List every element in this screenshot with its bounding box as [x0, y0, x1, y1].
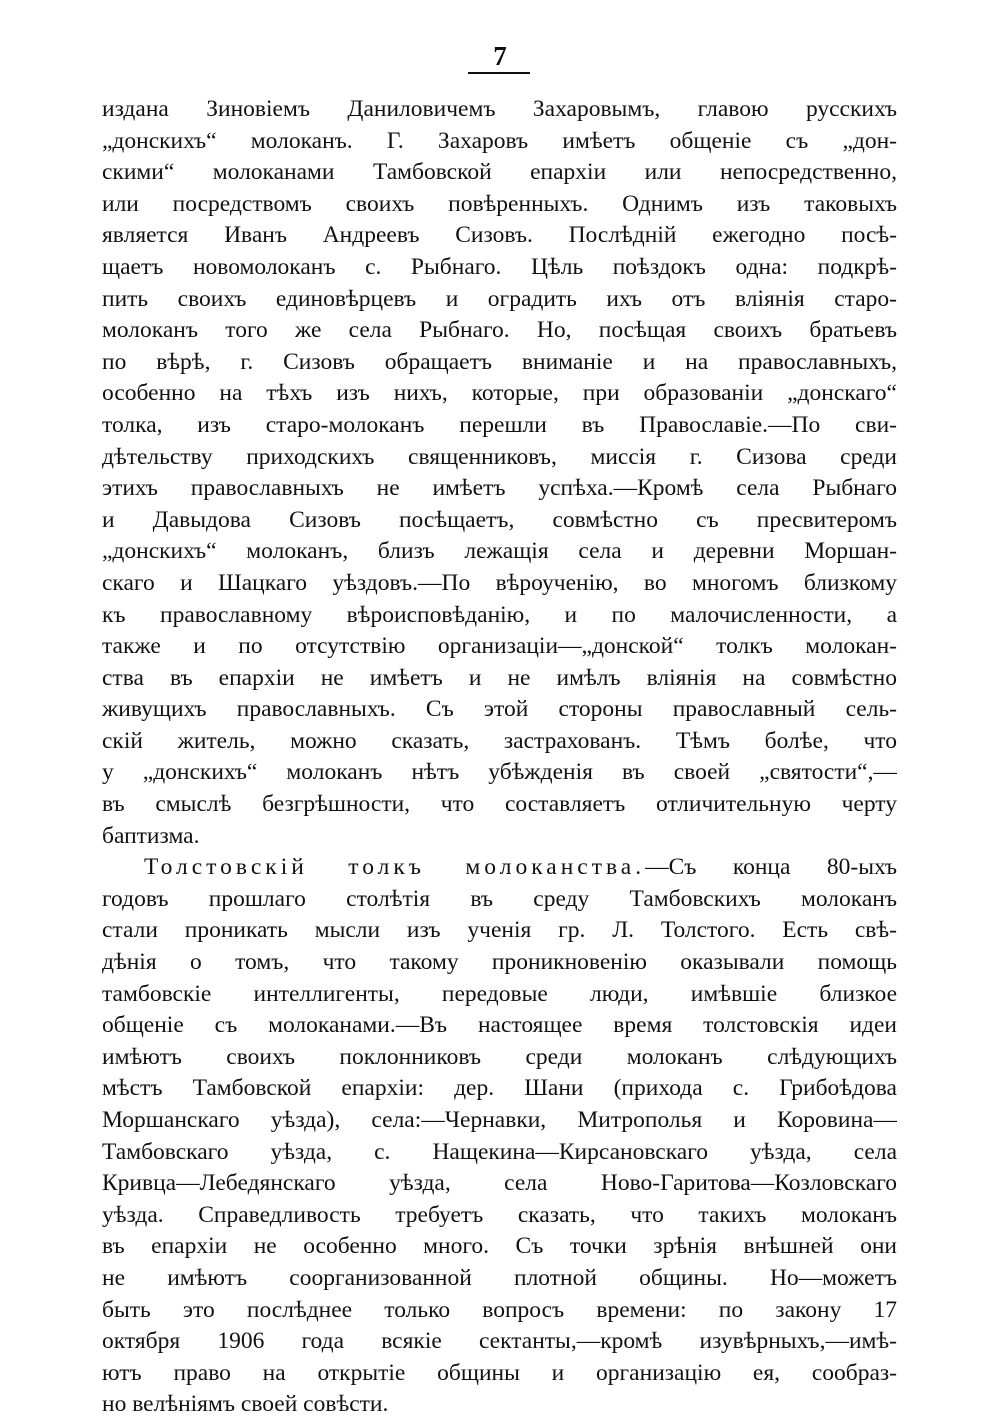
page-number: 7 — [493, 41, 507, 71]
text-line: ютъ право на открытіе общины и организацію ея, сообраз- — [102, 1359, 897, 1386]
text-line: является Иванъ Андреевъ Сизовъ. Послѣдній ежегодно посѣ- — [102, 222, 897, 249]
text-line: въ смыслѣ безгрѣшности, что составляетъ отличительную черту — [102, 791, 897, 818]
text-line: дѣтельству приходскихъ священниковъ, миссія г. Сизова среди — [102, 443, 897, 470]
text-line: къ православному вѣроисповѣданію, и по малочисленности, а — [102, 601, 897, 628]
text-line: по вѣрѣ, г. Сизовъ обращаетъ вниманіе и на православныхъ, — [102, 348, 897, 375]
text-line: у „донскихъ“ молоканъ нѣтъ убѣжденія въ своей „святости“,— — [102, 759, 897, 786]
text-line: тамбовскіе интеллигенты, передовые люди, имѣвшіе близкое — [102, 980, 897, 1007]
text-line: уѣзда. Справедливость требуетъ сказать, что такихъ молоканъ — [102, 1201, 897, 1228]
text-line: этихъ православныхъ не имѣетъ успѣха.—Кромѣ села Рыбнаго — [102, 475, 897, 502]
paragraph-1 — [102, 94, 897, 852]
text-line: общеніе съ молоканами.—Въ настоящее время толстовскія идеи — [102, 1012, 897, 1039]
text-line: или посредствомъ своихъ повѣренныхъ. Однимъ изъ таковыхъ — [102, 190, 897, 217]
text-line: также и по отсутствію организаціи—„донской“ толкъ молокан- — [102, 633, 897, 660]
page-number-rule — [468, 72, 530, 74]
page-body — [102, 94, 897, 1421]
section-heading: Толстовскій толкъ молоканства. — [144, 854, 646, 881]
heading-continuation: —Съ конца 80-ыхъ — [645, 854, 897, 881]
text-line: дѣнія о томъ, что такому проникновенію оказывали помощь — [102, 949, 897, 976]
text-line: баптизма. — [102, 822, 200, 849]
text-line: щаетъ новомолоканъ с. Рыбнаго. Цѣль поѣздокъ одна: подкрѣ- — [102, 253, 897, 280]
text-line: молоканъ того же села Рыбнаго. Но, посѣщая своихъ братьевъ — [102, 317, 897, 344]
text-line: мѣстъ Тамбовской епархіи: дер. Шани (прихода с. Грибоѣдова — [102, 1075, 897, 1102]
text-line: скаго и Шацкаго уѣздовъ.—По вѣроученію, во многомъ близкому — [102, 569, 897, 596]
text-line: и Давыдова Сизовъ посѣщаетъ, совмѣстно съ пресвитеромъ — [102, 506, 897, 533]
text-line: толка, изъ старо-молоканъ перешли въ Православіе.—По сви- — [102, 411, 897, 438]
paragraph-2 — [102, 852, 897, 1421]
text-line: октября 1906 года всякіе сектанты,—кромѣ изувѣрныхъ,—имѣ- — [102, 1328, 897, 1355]
text-line: но велѣніямъ своей совѣсти. — [102, 1391, 389, 1418]
text-line: быть это послѣднее только вопросъ времени: по закону 17 — [102, 1296, 897, 1323]
text-line: не имѣютъ соорганизованной плотной общины. Но—можетъ — [102, 1264, 897, 1291]
text-line: Тамбовскаго уѣзда, с. Нащекина—Кирсановскаго уѣзда, села — [102, 1138, 897, 1165]
text-line: „донскихъ“ молоканъ. Г. Захаровъ имѣетъ общеніе съ „дон- — [102, 127, 897, 154]
text-line: годовъ прошлаго столѣтія въ среду Тамбовскихъ молоканъ — [102, 885, 897, 912]
text-line: Кривца—Лебедянскаго уѣзда, села Ново-Гаритова—Козловскаго — [102, 1170, 897, 1197]
section-opening-line — [102, 852, 897, 884]
text-line: имѣютъ своихъ поклонниковъ среди молоканъ слѣдующихъ — [102, 1043, 897, 1070]
text-line: „донскихъ“ молоканъ, близъ лежащія села и деревни Моршан- — [102, 538, 897, 565]
text-line: въ епархіи не особенно много. Съ точки зрѣнія внѣшней они — [102, 1233, 897, 1260]
text-line: скій житель, можно сказать, застрахованъ. Тѣмъ болѣе, что — [102, 727, 897, 754]
text-line: ства въ епархіи не имѣетъ и не имѣлъ вліянія на совмѣстно — [102, 664, 897, 691]
text-line: стали проникать мысли изъ ученія гр. Л. Толстого. Есть свѣ- — [102, 917, 897, 944]
text-line: издана Зиновіемъ Даниловичемъ Захаровымъ, главою русскихъ — [102, 96, 897, 122]
text-line: живущихъ православныхъ. Съ этой стороны православный сель- — [102, 696, 897, 723]
text-line: Моршанскаго уѣзда), села:—Чернавки, Митрополья и Коровина— — [102, 1107, 897, 1133]
text-line: особенно на тѣхъ изъ нихъ, которые, при образованіи „донскаго“ — [102, 380, 897, 407]
text-line: скими“ молоканами Тамбовской епархіи или непосредственно, — [102, 159, 897, 186]
text-line: пить своихъ единовѣрцевъ и оградить ихъ отъ вліянія старо- — [102, 285, 897, 312]
